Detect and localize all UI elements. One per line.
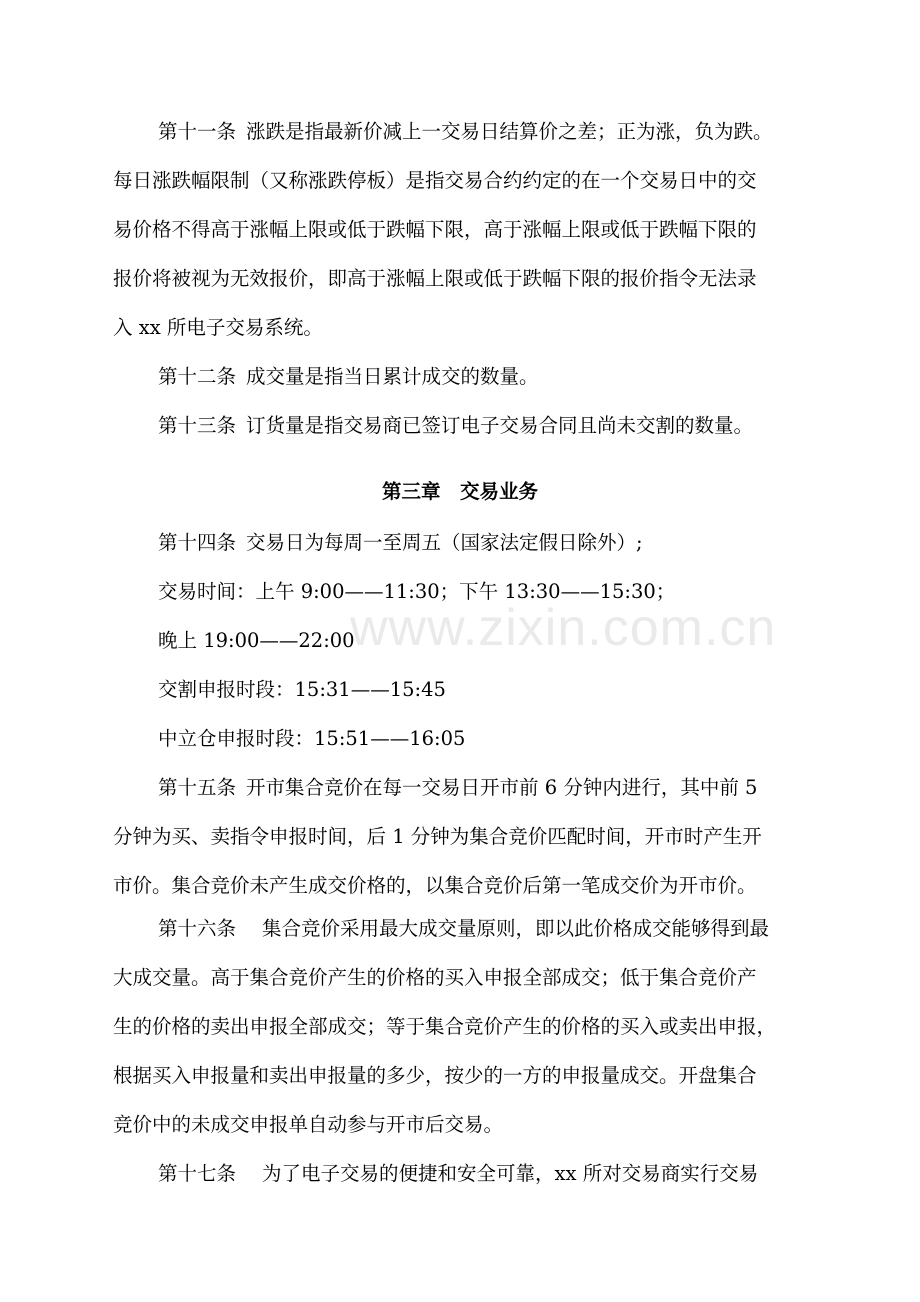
article-15-text-1: 开市集合竞价在每一交易日开市前 6 分钟内进行，其中前 5 [246, 776, 758, 799]
article-11-line-4: 报价将被视为无效报价，即高于涨幅上限或低于跌幅下限的报价指令无法录 [113, 267, 757, 290]
article-11-line-3: 易价格不得高于涨幅上限或低于跌幅下限，高于涨幅上限或低于跌幅下限的 [113, 218, 757, 241]
article-11-line-1 [158, 108, 773, 156]
evening-session: 晚上 19:00——22:00 [158, 629, 355, 652]
article-16-line-1 [158, 905, 769, 953]
article-17-text-1: 为了电子交易的便捷和安全可靠，xx 所对交易商实行交易 [262, 1162, 759, 1185]
article-12-text: 成交量是指当日累计成交的数量。 [246, 365, 539, 388]
article-16-line-5: 竞价中的未成交申报单自动参与开市后交易。 [113, 1113, 504, 1136]
article-14-text: 交易日为每周一至周五（国家法定假日除外）; [246, 531, 643, 554]
article-11-line-5: 入 xx 所电子交易系统。 [113, 316, 323, 339]
article-11-text-1: 涨跌是指最新价减上一交易日结算价之差；正为涨，负为跌。 [246, 120, 773, 143]
chapter-3-heading: 第三章 交易业务 [381, 480, 538, 503]
article-13-label: 第十三条 [158, 414, 237, 437]
trading-time: 交易时间：上午 9:00——11:30；下午 13:30——15:30； [158, 580, 676, 603]
article-17-label: 第十七条 [158, 1162, 237, 1185]
article-16-label: 第十六条 [158, 917, 237, 940]
article-12-label: 第十二条 [158, 365, 237, 388]
article-11-label: 第十一条 [158, 120, 237, 143]
article-11-line-2: 每日涨跌幅限制（又称涨跌停板）是指交易合约约定的在一个交易日中的交 [113, 169, 757, 192]
article-15-line-2: 分钟为买、卖指令申报时间，后 1 分钟为集合竞价匹配时间，开市时产生开 [113, 825, 762, 848]
article-13-text: 订货量是指交易商已签订电子交易合同且尚未交割的数量。 [246, 414, 754, 437]
article-14-label: 第十四条 [158, 531, 237, 554]
article-15-label: 第十五条 [158, 776, 237, 799]
article-16-line-4: 根据买入申报量和卖出申报量的多少，按少的一方的申报量成交。开盘集合 [113, 1064, 757, 1087]
watermark: www.zixin.com.cn [350, 599, 777, 657]
neutral-warehouse-period: 中立仓申报时段：15:51——16:05 [158, 727, 466, 750]
article-13 [158, 402, 753, 450]
article-14 [158, 519, 643, 567]
article-16-line-2: 大成交量。高于集合竞价产生的价格的买入申报全部成交；低于集合竞价产 [113, 966, 757, 989]
article-15-line-1 [158, 764, 757, 812]
article-16-text-1: 集合竞价采用最大成交量原则，即以此价格成交能够得到最 [262, 917, 770, 940]
article-15-line-3: 市价。集合竞价未产生成交价格的，以集合竞价后第一笔成交价为开市价。 [113, 874, 757, 897]
delivery-declaration-period: 交割申报时段：15:31——15:45 [158, 678, 446, 701]
article-17-line-1 [158, 1150, 758, 1198]
article-12 [158, 353, 539, 401]
article-16-line-3: 生的价格的卖出申报全部成交；等于集合竞价产生的价格的买入或卖出申报， [113, 1015, 777, 1038]
